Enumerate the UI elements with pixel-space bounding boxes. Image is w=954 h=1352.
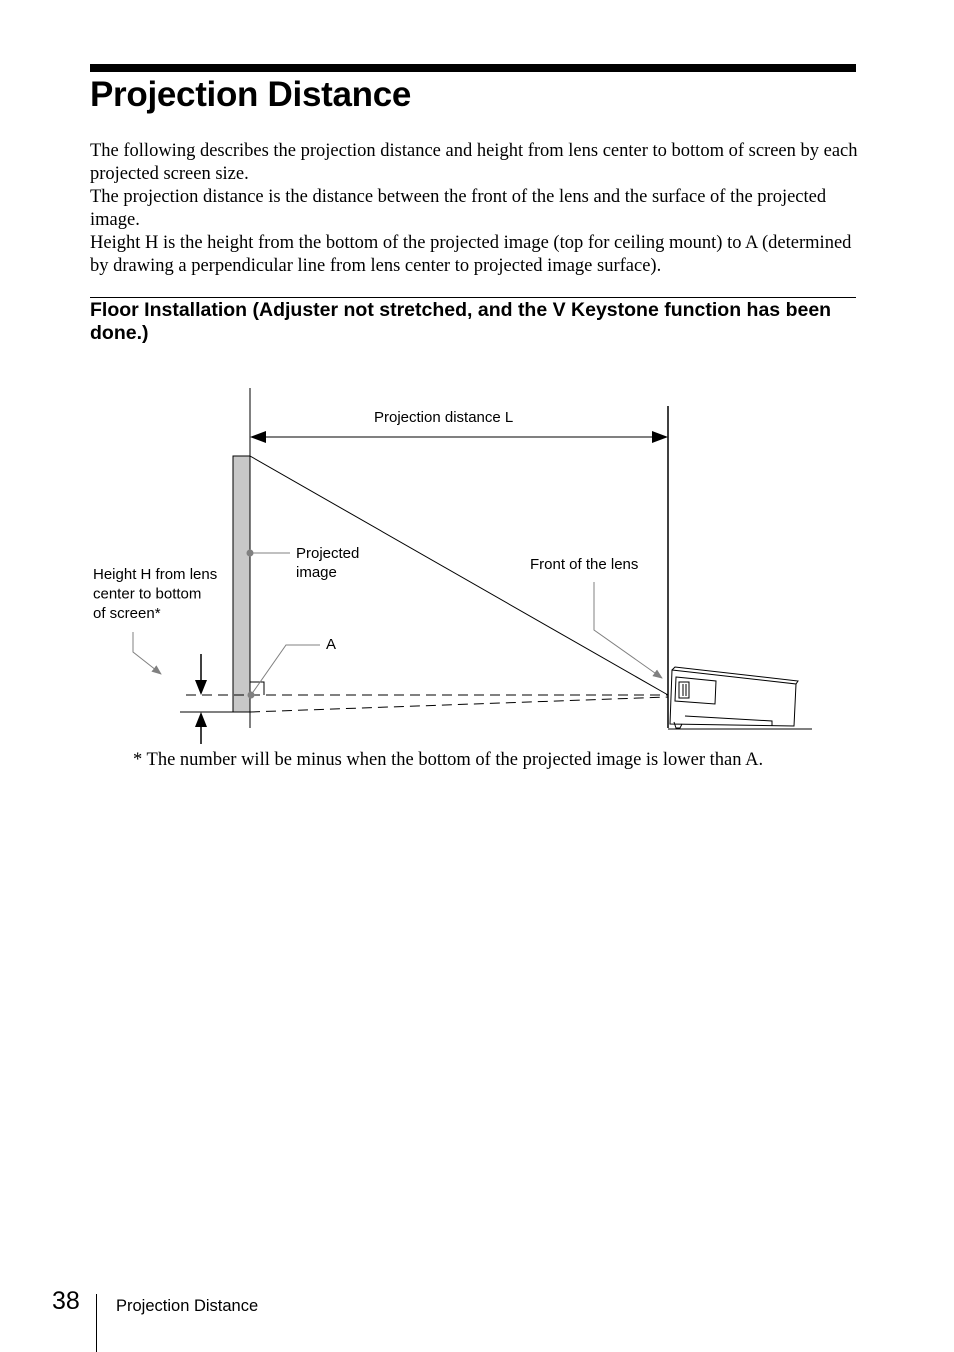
projected-image-label-line: image — [296, 564, 337, 581]
intro-paragraph: The following describes the projection distance and height from lens center to bottom of screen by each projected screen size. — [90, 141, 858, 184]
front-of-lens-label: Front of the lens — [530, 556, 639, 573]
intro-paragraph: The projection distance is the distance between the front of the lens and the surface of the projected image. — [90, 187, 827, 230]
intro-paragraph: Height H is the height from the bottom of the projected image (top for ceiling mount) to A (determined by drawing a perpendicular line from lens center to projected image surface). — [90, 233, 852, 276]
footer-section-title: Projection Distance — [116, 1297, 259, 1315]
distance-label: Projection distance L — [374, 409, 514, 426]
page-title: Projection Distance — [90, 75, 412, 114]
point-a-leader — [251, 645, 320, 695]
height-h-leader — [133, 632, 161, 674]
height-h-label-line: Height H from lens — [93, 566, 218, 583]
height-h-label-line: of screen* — [93, 605, 161, 622]
footnote: * The number will be minus when the bottom of the projected image is lower than A. — [133, 750, 764, 770]
distance-dimension-arrow — [250, 431, 668, 443]
front-of-lens-leader — [594, 582, 662, 678]
projection-ray-bottom — [250, 697, 668, 712]
page-number: 38 — [52, 1287, 80, 1315]
projected-image-label — [296, 545, 364, 581]
height-h-label-line: center to bottom — [93, 585, 202, 603]
height-h-label — [93, 566, 221, 622]
projected-image-label-line: Projected — [296, 545, 360, 562]
height-h-arrows — [195, 654, 207, 744]
section-heading: Floor Installation (Adjuster not stretched, and the V Keystone function has been done.) — [90, 299, 832, 344]
footer-rule — [96, 1294, 97, 1352]
projection-screen — [233, 456, 250, 712]
projector-illustration — [670, 667, 798, 728]
point-a-label: A — [326, 636, 337, 653]
